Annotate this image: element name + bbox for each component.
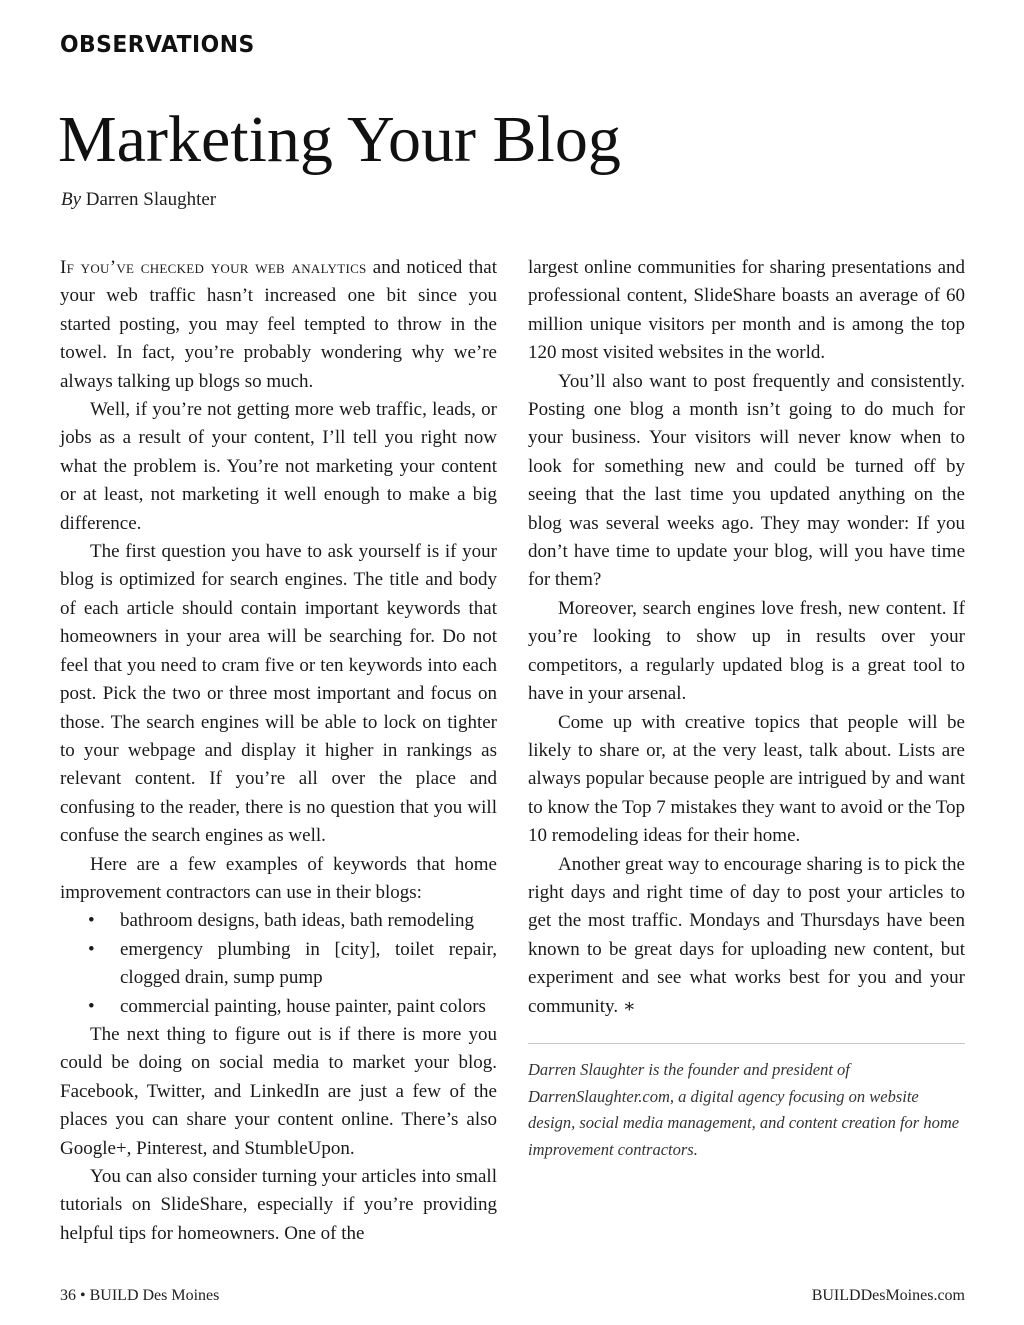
end-mark-icon: ∗ [622, 995, 636, 1017]
bullet-icon: • [88, 910, 95, 932]
list-item [60, 907, 497, 935]
paragraph: The first question you have to ask yourself is if your blog is optimized for search engines. The title and body of each article should contain important keywords that homeowners in your area will be searching for. Do not feel that you need to cram five or ten keywords into each post. Pick the two or three most important and focus on those. The search engines will be able to lock on tighter to your webpage and display it higher in rankings as relevant content. If you’re all over the place and confusing to the reader, there is no question that you will confuse the search engines as well. [60, 541, 497, 847]
article-column-right [528, 254, 965, 1021]
lead-in: If you’ve checked your web analytics [60, 257, 367, 278]
footer-separator: • [80, 1287, 86, 1304]
footer-website[interactable]: BUILDDesMoines.com [811, 1287, 965, 1304]
divider [528, 1043, 965, 1044]
list-item-text: commercial painting, house painter, paint colors [120, 995, 486, 1017]
publication-name: BUILD Des Moines [89, 1287, 220, 1304]
paragraph: The next thing to figure out is if there is more you could be doing on social media to market your blog. Facebook, Twitter, and LinkedIn are just a few of the places you can share your content online. There’s also Google+, Pinterest, and StumbleUpon. [60, 1023, 497, 1159]
paragraph: Well, if you’re not getting more web traffic, leads, or jobs as a result of your content, I’ll tell you right now what the problem is. You’re not marketing your content or at least, not marketing it well enough to make a big difference. [60, 399, 497, 534]
paragraph-text: and noticed that your web traffic hasn’t increased one bit since you started posting, you may feel tempted to throw in the towel. In fact, you’re probably wondering why we’re always talking up blogs so much. [60, 257, 497, 392]
paragraph: Come up with creative topics that people will be likely to share or, at the very least, talk about. Lists are always popular because people are intrigued by and want to know the Top 7 mistakes they want to avoid or the Top 10 remodeling ideas for their home. [528, 711, 965, 847]
keyword-list [60, 907, 497, 1021]
author-name: Darren Slaughter [85, 189, 217, 210]
list-item-text: bathroom designs, bath ideas, bath remodeling [120, 910, 475, 932]
section-label: OBSERVATIONS [60, 32, 255, 58]
paragraph: largest online communities for sharing presentations and professional content, SlideShare boasts an average of 60 million unique visitors per month and is among the top 120 most visited websites in the world. [528, 257, 965, 364]
paragraph: You can also consider turning your articles into small tutorials on SlideShare, especially if you’re providing helpful tips for homeowners. One of the [60, 1166, 497, 1244]
paragraph [528, 851, 965, 1021]
article-title: Marketing Your Blog [58, 103, 621, 176]
list-item [60, 993, 497, 1021]
paragraph: Moreover, search engines love fresh, new content. If you’re looking to show up in results over your competitors, a regularly updated blog is a great tool to have in your arsenal. [528, 597, 965, 705]
byline [61, 189, 216, 211]
paragraph: Here are a few examples of keywords that home improvement contractors can use in their blogs: [60, 853, 497, 903]
paragraph [60, 254, 497, 396]
article-column-left [60, 254, 497, 1248]
paragraph-text: Another great way to encourage sharing is to pick the right days and right time of day to post your articles to get the most traffic. Mondays and Thursdays have been known to be great days for uploading new content, but experiment and see what works best for you and your community. [528, 853, 965, 1017]
list-item [60, 936, 497, 993]
bullet-icon: • [88, 938, 95, 960]
author-bio: Darren Slaughter is the founder and president of DarrenSlaughter.com, a digital agency focusing on website design, social media management, and content creation for home improvement contractors. [528, 1060, 960, 1159]
list-item-text: emergency plumbing in [city], toilet repair, clogged drain, sump pump [120, 938, 497, 989]
bullet-icon: • [88, 995, 95, 1017]
byline-prefix: By [61, 189, 82, 210]
page-number: 36 [60, 1287, 76, 1304]
footer-left [60, 1287, 219, 1305]
paragraph: You’ll also want to post frequently and consistently. Posting one blog a month isn’t going to do much for your business. Your visitors will never know when to look for something new and could be turned off by seeing that the last time you updated anything on the blog was several weeks ago. They may wonder: If you don’t have time to update your blog, will you have time for them? [528, 370, 965, 591]
